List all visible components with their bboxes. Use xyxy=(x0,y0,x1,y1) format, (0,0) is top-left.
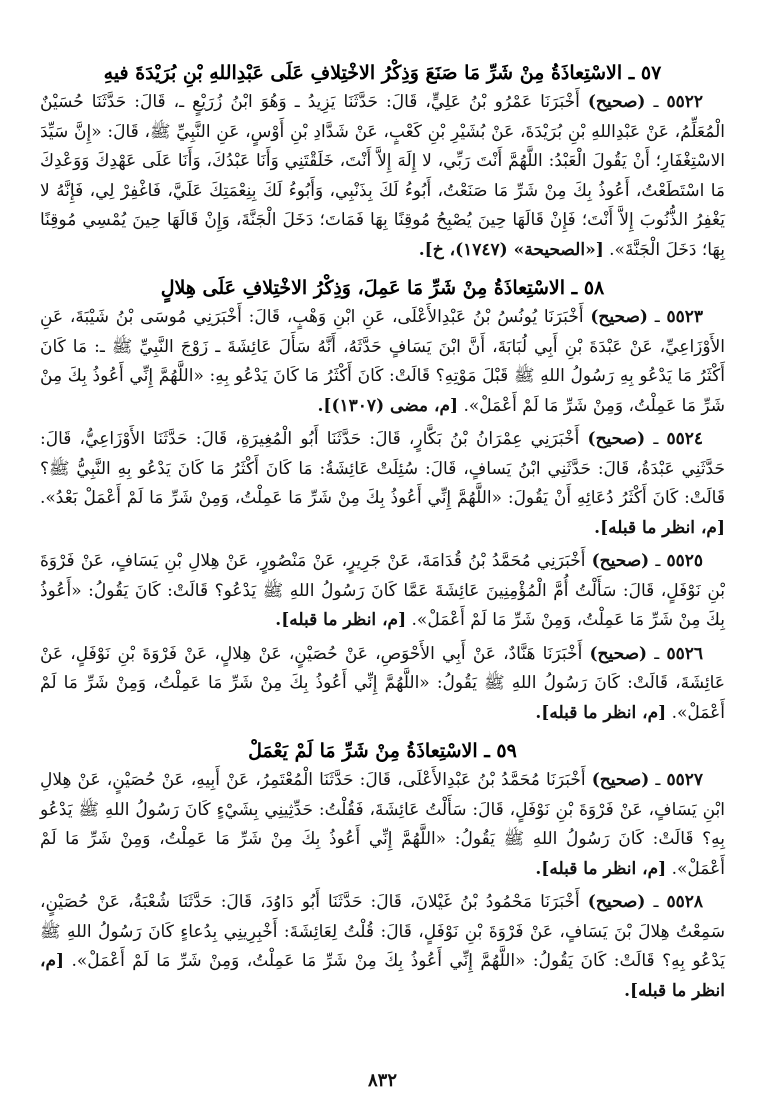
hadith-number: ٥٥٢٦ xyxy=(666,643,703,664)
hadith-text: أَخْبَرَنَا هَنَّادٌ، عَنْ أَبِي الأَحْوَصِ، عَنْ حُصَيْنٍ، عَنْ هِلالٍ، عَنْ فَرْوَةَ بْنِ نَوْفَلٍ، عَنْ عَائِشَةَ، قَالَتْ: كَانَ رَسُولُ اللهِ ﷺ يَقُولُ: «اللَّهُمَّ إِنِّي أَعُوذُ بِكَ مِنْ شَرِّ مَا عَمِلْتُ، وَمِنْ شَرِّ مَا لَمْ أَعْمَلْ». xyxy=(40,643,725,723)
hadith-number: ٥٥٢٨ xyxy=(666,892,703,912)
hadith-text: أَخْبَرَنَا مَحْمُودُ بْنُ غَيْلانَ، قَالَ: حَدَّثَنَا أَبُو دَاوُدَ، قَالَ: حَدَّثَنَا شُعْبَةُ، عَنْ حُصَيْنٍ، سَمِعْتُ هِلالَ بْنَ يَسَافٍ، عَنْ فَرْوَةَ بْنِ نَوْفَلٍ، قَالَ: قُلْتُ لِعَائِشَةَ: أَخْبِرِينِي بِدُعاءٍ كَانَ رَسُولُ اللهِ ﷺ يَدْعُو بِهِ؟ قَالَتْ: كَانَ يَقُولُ: «اللَّهُمَّ إِنِّي أَعُوذُ بِكَ مِنْ شَرِّ مَا عَمِلْتُ، وَمِنْ شَرِّ مَا لَمْ أَعْمَلْ». xyxy=(40,892,725,971)
hadith-paragraph: ٥٥٢٢ ـ (صحيح) أَخْبَرَنَا عَمْرُو بْنُ عَلِيٍّ، قَالَ: حَدَّثَنَا يَزِيدُ ـ وَهُوَ ابْنُ زُرَيْعٍ ـ، قَالَ: حَدَّثَنَا حُسَيْنٌ الْمُعَلِّمُ، عَنْ عَبْدِاللهِ بْنِ بُرَيْدَةَ، عَنْ بُشَيْرِ بْنِ كَعْبٍ، عَنْ شَدَّادِ بْنِ أَوْسٍ، عَنِ النَّبِيِّ ﷺ، قَالَ: «إِنَّ سَيِّدَ الاسْتِغْفَارِ؛ أَنْ يَقُولَ الْعَبْدُ: اللَّهُمَّ أَنْتَ رَبِّي، لا إِلَهَ إِلاَّ أَنْتَ، خَلَقْتَنِي وَأَنَا عَبْدُكَ، وَأَنَا عَلَى عَهْدِكَ وَوَعْدِكَ مَا اسْتَطَعْتُ، أَعُوذُ بِكَ مِنْ شَرِّ مَا صَنَعْتُ، أَبُوءُ لَكَ بِذَنْبِي، وَأَبُوءُ لَكَ بِنِعْمَتِكَ عَلَيَّ، فَاغْفِرْ لِي، فَإِنَّهُ لا يَغْفِرُ الذُّنُوبَ إِلاَّ أَنْتَ؛ فَإِنْ قَالَهَا حِينَ يُصْبِحُ مُوقِنًا بِهَا فَمَاتَ؛ دَخَلَ الْجَنَّةَ، وَإِنْ قَالَهَا حِينَ يُمْسِي مُوقِنًا بِهَا؛ دَخَلَ الْجَنَّةَ». [«الصحيحة» (١٧٤٧)، خ]. xyxy=(40,92,725,260)
hadith-number: ٥٥٢٥ xyxy=(666,551,703,571)
hadith-paragraph: ٥٥٢٨ ـ (صحيح) أَخْبَرَنَا مَحْمُودُ بْنُ غَيْلانَ، قَالَ: حَدَّثَنَا أَبُو دَاوُدَ، قَالَ: حَدَّثَنَا شُعْبَةُ، عَنْ حُصَيْنٍ، سَمِعْتُ هِلالَ بْنَ يَسَافٍ، عَنْ فَرْوَةَ بْنِ نَوْفَلٍ، قَالَ: قُلْتُ لِعَائِشَةَ: أَخْبِرِينِي بِدُعاءٍ كَانَ رَسُولُ اللهِ ﷺ يَدْعُو بِهِ؟ قَالَتْ: كَانَ يَقُولُ: «اللَّهُمَّ إِنِّي أَعُوذُ بِكَ مِنْ شَرِّ مَا عَمِلْتُ، وَمِنْ شَرِّ مَا لَمْ أَعْمَلْ». [م، انظر ما قبله]. xyxy=(40,892,725,1001)
hadith-text: أَخْبَرَنَا عَمْرُو بْنُ عَلِيٍّ، قَالَ: حَدَّثَنَا يَزِيدُ ـ وَهُوَ ابْنُ زُرَيْعٍ ـ، قَالَ: حَدَّثَنَا حُسَيْنٌ الْمُعَلِّمُ، عَنْ عَبْدِاللهِ بْنِ بُرَيْدَةَ، عَنْ بُشَيْرِ بْنِ كَعْبٍ، عَنْ شَدَّادِ بْنِ أَوْسٍ، عَنِ النَّبِيِّ ﷺ، قَالَ: «إِنَّ سَيِّدَ الاسْتِغْفَارِ؛ أَنْ يَقُولَ الْعَبْدُ: اللَّهُمَّ أَنْتَ رَبِّي، لا إِلَهَ إِلاَّ أَنْتَ، خَلَقْتَنِي وَأَنَا عَبْدُكَ، وَأَنَا عَلَى عَهْدِكَ وَوَعْدِكَ مَا اسْتَطَعْتُ، أَعُوذُ بِكَ مِنْ شَرِّ مَا صَنَعْتُ، أَبُوءُ لَكَ بِذَنْبِي، وَأَبُوءُ لَكَ بِنِعْمَتِكَ عَلَيَّ، فَاغْفِرْ لِي، فَإِنَّهُ لا يَغْفِرُ الذُّنُوبَ إِلاَّ أَنْتَ؛ فَإِنْ قَالَهَا حِينَ يُصْبِحُ مُوقِنًا بِهَا فَمَاتَ؛ دَخَلَ الْجَنَّةَ، وَإِنْ قَالَهَا حِينَ يُمْسِي مُوقِنًا بِهَا؛ دَخَلَ الْجَنَّةَ». xyxy=(40,92,725,260)
hadith-source: [م، انظر ما قبله]. xyxy=(40,951,725,1001)
hadith-grade: (صحيح) xyxy=(591,551,650,571)
chapter-heading: ٥٩ ـ الاسْتِعاذَةُ مِنْ شَرِّ مَا لَمْ يَعْمَلْ xyxy=(248,740,517,762)
hadith-text: أَخْبَرَنِي مُحَمَّدُ بْنُ قُدَامَةَ، عَنْ جَرِيرٍ، عَنْ مَنْصُورٍ، عَنْ هِلالِ بْنِ يَسَافٍ، عَنْ فَرْوَةَ بْنِ نَوْفَلٍ، قَالَ: سَأَلْتُ أُمَّ الْمُؤْمِنِينَ عَائِشَةَ عَمَّا كَانَ رَسُولُ اللهِ ﷺ يَدْعُو؟ قَالَتْ: كَانَ يَقُولُ: «أَعُوذُ بِكَ مِنْ شَرِّ مَا عَمِلْتُ، وَمِنْ شَرِّ مَا لَمْ أَعْمَلْ». xyxy=(40,551,725,630)
hadith-source: [م، انظر ما قبله]. xyxy=(275,610,407,630)
hadith-grade: (صحيح) xyxy=(587,892,646,912)
hadith-grade: (صحيح) xyxy=(587,92,646,112)
hadith-grade: (صحيح) xyxy=(587,429,646,449)
hadith-paragraph: ٥٥٢٦ ـ (صحيح) أَخْبَرَنَا هَنَّادٌ، عَنْ أَبِي الأَحْوَصِ، عَنْ حُصَيْنٍ، عَنْ هِلالٍ، عَنْ فَرْوَةَ بْنِ نَوْفَلٍ، عَنْ عَائِشَةَ، قَالَتْ: كَانَ رَسُولُ اللهِ ﷺ يَقُولُ: «اللَّهُمَّ إِنِّي أَعُوذُ بِكَ مِنْ شَرِّ مَا عَمِلْتُ، وَمِنْ شَرِّ مَا لَمْ أَعْمَلْ». [م، انظر ما قبله]. xyxy=(40,643,725,723)
hadith-number: ٥٥٢٢ xyxy=(666,92,704,112)
hadith-number: ٥٥٢٤ xyxy=(666,429,704,449)
hadith-grade: (صحيح) xyxy=(591,770,650,790)
chapter-heading: ٥٨ ـ الاسْتِعاذَةُ مِنْ شَرِّ مَا عَمِلَ، وَذِكْرُ الاخْتِلافِ عَلَى هِلالٍ xyxy=(160,277,605,299)
hadith-grade: (صحيح) xyxy=(589,643,648,664)
hadith-paragraph: ٥٥٢٤ ـ (صحيح) أَخْبَرَنِي عِمْرَانُ بْنُ بَكَّارٍ، قَالَ: حَدَّثَنَا أَبُو الْمُغِيرَةِ، قَالَ: حَدَّثَنَا الأَوْزَاعِيُّ، قَالَ: حَدَّثَنِي عَبْدَةُ، قَالَ: حَدَّثَنِي ابْنُ يَسافٍ، قَالَ: سُئِلَتْ عَائِشَةُ: مَا كَانَ أَكْثَرُ مَا كَانَ يَدْعُو بِهِ النَّبِيُّ ﷺ؟ قَالَتْ: كَانَ أَكْثَرُ دُعَائِهِ أَنْ يَقُولَ: «اللَّهُمَّ إِنِّي أَعُوذُ بِكَ مِنْ شَرِّ مَا عَمِلْتُ، وَمِنْ شَرِّ مَا لَمْ أَعْمَلْ بَعْدُ». [م، انظر ما قبله]. xyxy=(40,429,725,538)
hadith-source: [م، انظر ما قبله]. xyxy=(535,858,667,879)
hadith-text: أَخْبَرَنَا مُحَمَّدُ بْنُ عَبْدِالأَعْلَى، قَالَ: حَدَّثَنَا الْمُعْتَمِرُ، عَنْ أَبِيهِ، عَنْ حُصَيْنٍ، عَنْ هِلالِ ابْنِ يَسَافٍ، عَنْ فَرْوَةَ بْنِ نَوْفَلٍ، قَالَ: سَأَلْتُ عَائِشَةَ، فَقُلْتُ: حَدِّثِينِي بِشَيْءٍ كَانَ رَسُولُ اللهِ ﷺ يَدْعُو بِهِ؟ قَالَتْ: كَانَ رَسُولُ اللهِ ﷺ يَقُولُ: «اللَّهُمَّ إِنِّي أَعُوذُ بِكَ مِنْ شَرِّ مَا عَمِلْتُ، وَمِنْ شَرِّ مَا لَمْ أَعْمَلْ». xyxy=(40,770,726,879)
hadith-source: [«الصحيحة» (١٧٤٧)، خ]. xyxy=(418,239,604,260)
hadith-paragraph: ٥٥٢٥ ـ (صحيح) أَخْبَرَنِي مُحَمَّدُ بْنُ قُدَامَةَ، عَنْ جَرِيرٍ، عَنْ مَنْصُورٍ، عَنْ هِلالِ بْنِ يَسَافٍ، عَنْ فَرْوَةَ بْنِ نَوْفَلٍ، قَالَ: سَأَلْتُ أُمَّ الْمُؤْمِنِينَ عَائِشَةَ عَمَّا كَانَ رَسُولُ اللهِ ﷺ يَدْعُو؟ قَالَتْ: كَانَ يَقُولُ: «أَعُوذُ بِكَ مِنْ شَرِّ مَا عَمِلْتُ، وَمِنْ شَرِّ مَا لَمْ أَعْمَلْ». [م، انظر ما قبله]. xyxy=(40,551,725,630)
hadith-source: [م، مضى (١٣٠٧)]. xyxy=(317,395,459,416)
hadith-grade: (صحيح) xyxy=(590,307,648,327)
hadith-source: [م، انظر ما قبله]. xyxy=(535,702,667,723)
hadith-number: ٥٥٢٧ xyxy=(666,770,703,790)
hadith-paragraph: ٥٥٢٧ ـ (صحيح) أَخْبَرَنَا مُحَمَّدُ بْنُ عَبْدِالأَعْلَى، قَالَ: حَدَّثَنَا الْمُعْتَمِرُ، عَنْ أَبِيهِ، عَنْ حُصَيْنٍ، عَنْ هِلالِ ابْنِ يَسَافٍ، عَنْ فَرْوَةَ بْنِ نَوْفَلٍ، قَالَ: سَأَلْتُ عَائِشَةَ، فَقُلْتُ: حَدِّثِينِي بِشَيْءٍ كَانَ رَسُولُ اللهِ ﷺ يَدْعُو بِهِ؟ قَالَتْ: كَانَ رَسُولُ اللهِ ﷺ يَقُولُ: «اللَّهُمَّ إِنِّي أَعُوذُ بِكَ مِنْ شَرِّ مَا عَمِلْتُ، وَمِنْ شَرِّ مَا لَمْ أَعْمَلْ». [م، انظر ما قبله]. xyxy=(40,770,726,879)
chapter-heading: ٥٧ ـ الاسْتِعاذَةُ مِنْ شَرِّ مَا صَنَعَ وَذِكْرُ الاخْتِلافِ عَلَى عَبْدِاللهِ بْنِ بُرَيْدَةَ فيهِ xyxy=(103,62,662,84)
hadith-paragraph: ٥٥٢٣ ـ (صحيح) أَخْبَرَنَا يُونُسُ بْنُ عَبْدِالأَعْلَى، عَنِ ابْنِ وَهْبٍ، قَالَ: أَخْبَرَنِي مُوسَى بْنُ شَيْبَةَ، عَنِ الأَوْزَاعِيِّ، عَنْ عَبْدَةَ بْنِ أَبِي لُبَابَةَ، أَنَّ ابْنَ يَسَافٍ حَدَّثَهُ، أَنَّهُ سَأَلَ عَائِشَةَ ـ زَوْجَ النَّبِيِّ ﷺ ـ: مَا كَانَ أَكْثَرُ مَا يَدْعُو بِهِ رَسُولُ اللهِ ﷺ قَبْلَ مَوْتِهِ؟ قَالَتْ: كَانَ أَكْثَرُ مَا كَانَ يَدْعُو بِهِ: «اللَّهُمَّ إِنِّي أَعُوذُ بِكَ مِنْ شَرِّ مَا عَمِلْتُ، وَمِنْ شَرِّ مَا لَمْ أَعْمَلْ». [م، مضى (١٣٠٧)]. xyxy=(40,307,725,416)
hadith-number: ٥٥٢٣ xyxy=(666,307,703,327)
hadith-source: [م، انظر ما قبله]. xyxy=(594,517,725,538)
hadith-text: أَخْبَرَنَا يُونُسُ بْنُ عَبْدِالأَعْلَى، عَنِ ابْنِ وَهْبٍ، قَالَ: أَخْبَرَنِي مُوسَى بْنُ شَيْبَةَ، عَنِ الأَوْزَاعِيِّ، عَنْ عَبْدَةَ بْنِ أَبِي لُبَابَةَ، أَنَّ ابْنَ يَسَافٍ حَدَّثَهُ، أَنَّهُ سَأَلَ عَائِشَةَ ـ زَوْجَ النَّبِيِّ ﷺ ـ: مَا كَانَ أَكْثَرُ مَا يَدْعُو بِهِ رَسُولُ اللهِ ﷺ قَبْلَ مَوْتِهِ؟ قَالَتْ: كَانَ أَكْثَرُ مَا كَانَ يَدْعُو بِهِ: «اللَّهُمَّ إِنِّي أَعُوذُ بِكَ مِنْ شَرِّ مَا عَمِلْتُ، وَمِنْ شَرِّ مَا لَمْ أَعْمَلْ». xyxy=(40,307,725,416)
page-number: ٨٣٢ xyxy=(367,1070,397,1091)
hadith-text: أَخْبَرَنِي عِمْرَانُ بْنُ بَكَّارٍ، قَالَ: حَدَّثَنَا أَبُو الْمُغِيرَةِ، قَالَ: حَدَّثَنَا الأَوْزَاعِيُّ، قَالَ: حَدَّثَنِي عَبْدَةُ، قَالَ: حَدَّثَنِي ابْنُ يَسافٍ، قَالَ: سُئِلَتْ عَائِشَةُ: مَا كَانَ أَكْثَرُ مَا كَانَ يَدْعُو بِهِ النَّبِيُّ ﷺ؟ قَالَتْ: كَانَ أَكْثَرُ دُعَائِهِ أَنْ يَقُولَ: «اللَّهُمَّ إِنِّي أَعُوذُ بِكَ مِنْ شَرِّ مَا عَمِلْتُ، وَمِنْ شَرِّ مَا لَمْ أَعْمَلْ بَعْدُ». xyxy=(40,429,725,508)
